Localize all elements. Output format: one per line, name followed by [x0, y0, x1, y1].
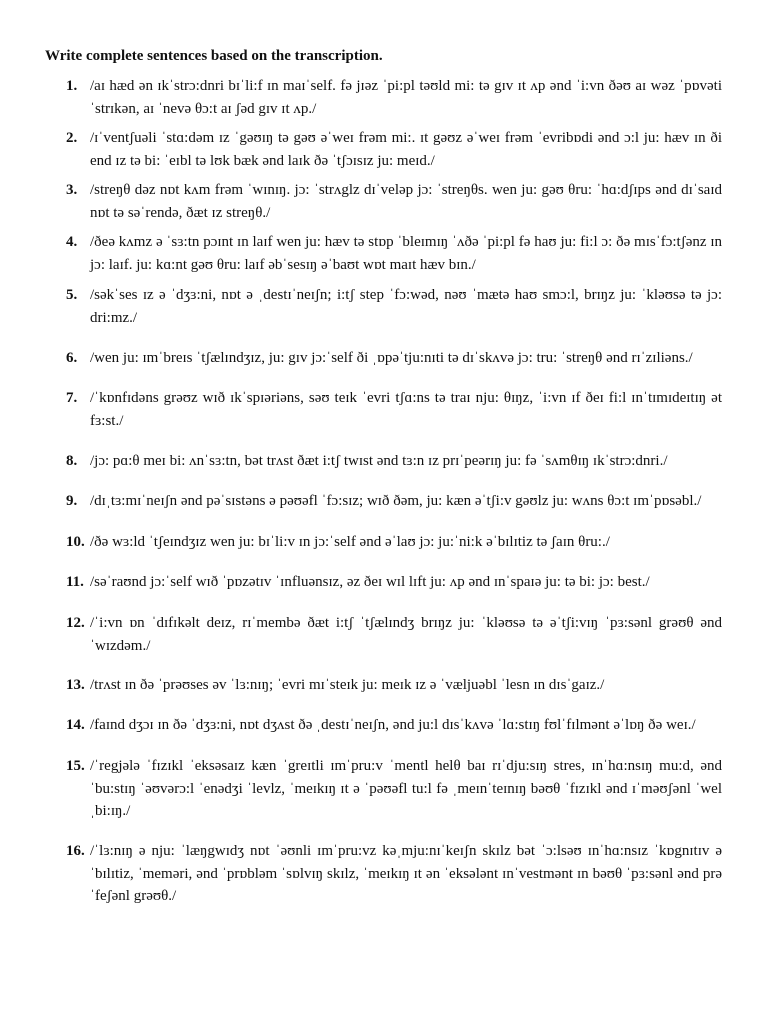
list-item [66, 347, 722, 370]
item-transcription: /səˈraʊnd jɔ:ˈself wɪð ˈpɒzətɪv ˈɪnfluənsɪz, əz ðeɪ wɪl lɪft ju: ʌp ənd ɪnˈspaɪə ju: tə bi: jɔ: best./ [90, 574, 650, 590]
item-number: 5. [66, 287, 78, 303]
list-item [66, 490, 722, 513]
item-number: 12. [66, 615, 85, 631]
item-transcription: /trʌst ɪn ðə ˈprəʊses əv ˈlɜ:nɪŋ; ˈevri mɪˈsteɪk ju: meɪk ɪz ə ˈvæljuəbl ˈlesn ɪn dɪsˈgaɪz./ [90, 677, 605, 693]
list-item [66, 231, 722, 276]
worksheet-title: Write complete sentences based on the transcription. [45, 48, 383, 64]
item-number: 13. [66, 677, 85, 693]
item-number: 6. [66, 350, 78, 366]
item-number: 7. [66, 390, 78, 406]
list-item [66, 284, 722, 329]
item-transcription: /aɪ hæd ən ɪkˈstrɔ:dnri bɪˈli:f ɪn maɪˈself. fə jɪəz ˈpi:pl təʊld mi: tə gɪv ɪt ʌp ənd ˈi:vn ðəʊ aɪ wəz ˈpɒvəti ˈstrɪkən, aɪ ˈnevə θɔ:t aɪ ʃəd gɪv ɪt ʌp./ [90, 78, 722, 117]
list-item [66, 714, 722, 737]
item-transcription: /ˈregjələ ˈfɪzɪkl ˈeksəsaɪz kæn ˈgreɪtli ɪmˈpru:v ˈmentl helθ baɪ rɪˈdju:sɪŋ stres, ɪnˈhɑ:nsɪŋ mu:d, ənd ˈbu:stɪŋ ˈəʊvərɔ:l ˈenədʒi ˈlevlz, ˈmeɪkɪŋ ɪt ə ˈpəʊəfl tu:l fə ˌmeɪnˈteɪnɪŋ bəʊθ ˈfɪzɪkl ənd ɪˈməʊʃənl ˈwel ˌbi:ɪŋ./ [90, 758, 722, 819]
item-number: 11. [66, 574, 84, 590]
item-number: 3. [66, 182, 78, 198]
item-number: 8. [66, 453, 78, 469]
list-item [66, 755, 722, 823]
list-item [66, 531, 722, 554]
item-number: 2. [66, 130, 78, 146]
item-transcription: /ˈi:vn ɒn ˈdɪfɪkəlt deɪz, rɪˈmembə ðæt i:tʃ ˈtʃælɪndʒ brɪŋz ju: ˈkləʊsə tə əˈtʃi:vɪŋ ˈpɜ:sənl grəʊθ ənd ˈwɪzdəm./ [90, 615, 722, 654]
item-transcription: /ðə wɜ:ld ˈtʃeɪndʒɪz wen ju: bɪˈli:v ɪn jɔ:ˈself ənd əˈlaʊ jɔ: ju:ˈni:k əˈbɪlɪtiz tə ʃaɪn θru:./ [90, 534, 610, 550]
item-transcription: /streŋθ dəz nɒt kʌm frəm ˈwɪnɪŋ. jɔ: ˈstrʌglz dɪˈveləp jɔ: ˈstreŋθs. wen ju: gəʊ θru: ˈhɑ:dʃɪps ənd dɪˈsaɪd nɒt tə səˈrendə, ðæt ɪz streŋθ./ [90, 182, 722, 221]
item-transcription: /ˈlɜ:nɪŋ ə nju: ˈlæŋgwɪdʒ nɒt ˈəʊnli ɪmˈpru:vz kəˌmju:nɪˈkeɪʃn skɪlz bət ˈɔ:lsəʊ ɪnˈhɑ:nsɪz ˈkɒgnɪtɪv əˈbɪlɪtiz, ˈmeməri, ənd ˈprɒbləm ˈsɒlvɪŋ skɪlz, ˈmeɪkɪŋ ɪt ən ˈeksələnt ɪnˈvestmənt ɪn bəʊθ ˈpɜ:sənl ənd prəˈfeʃənl grəʊθ./ [90, 843, 722, 904]
item-number: 14. [66, 717, 85, 733]
list-item [66, 127, 722, 172]
list-item [66, 571, 722, 594]
list-item [66, 75, 722, 120]
item-transcription: /jɔ: pɑ:θ meɪ bi: ʌnˈsɜ:tn, bət trʌst ðæt i:tʃ twɪst ənd tɜ:n ɪz prɪˈpeərɪŋ ju: fə ˈsʌmθɪŋ ɪkˈstrɔ:dnri./ [90, 453, 668, 469]
item-transcription: /ɪˈventʃuəli ˈstɑ:dəm ɪz ˈgəʊɪŋ tə gəʊ əˈweɪ frəm mi:. ɪt gəʊz əˈweɪ frəm ˈevribɒdi ənd ɔ:l ju: hæv ɪn ði end ɪz tə bi: ˈeɪbl tə lʊk bæk ənd laɪk ðə ˈtʃɔɪsɪz ju: meɪd./ [90, 130, 722, 169]
list-item [66, 387, 722, 432]
item-number: 4. [66, 234, 78, 250]
list-item [66, 450, 722, 473]
item-number: 1. [66, 78, 78, 94]
list-item [66, 179, 722, 224]
list-item [66, 840, 722, 908]
item-number: 10. [66, 534, 85, 550]
item-transcription: /faɪnd dʒɔɪ ɪn ðə ˈdʒɜ:ni, nɒt dʒʌst ðə ˌdestɪˈneɪʃn, ənd ju:l dɪsˈkʌvə ˈlɑ:stɪŋ fʊlˈfɪlmənt əˈlɒŋ ðə weɪ./ [90, 717, 696, 733]
item-number: 16. [66, 843, 85, 859]
item-transcription: /ðeə kʌmz ə ˈsɜ:tn pɔɪnt ɪn laɪf wen ju: hæv tə stɒp ˈbleɪmɪŋ ˈʌðə ˈpi:pl fə haʊ ju: fi:l ɔ: ðə mɪsˈfɔ:tʃənz ɪn jɔ: laɪf. ju: kɑ:nt gəʊ θru: laɪf əbˈsesɪŋ əˈbaʊt wɒt maɪt hæv bɪn./ [90, 234, 722, 273]
list-item [66, 674, 722, 697]
item-number: 9. [66, 493, 78, 509]
item-transcription: /wen ju: ɪmˈbreɪs ˈtʃælɪndʒɪz, ju: gɪv jɔ:ˈself ði ˌɒpəˈtju:nɪti tə dɪˈskʌvə jɔ: tru: ˈstreŋθ ənd rɪˈzɪliəns./ [90, 350, 693, 366]
item-transcription: /səkˈses ɪz ə ˈdʒɜ:ni, nɒt ə ˌdestɪˈneɪʃn; i:tʃ step ˈfɔ:wəd, nəʊ ˈmætə haʊ smɔ:l, brɪŋz ju: ˈkləʊsə tə jɔ: dri:mz./ [90, 287, 722, 326]
item-number: 15. [66, 758, 85, 774]
item-transcription: /ˈkɒnfɪdəns grəʊz wɪð ɪkˈspɪəriəns, səʊ teɪk ˈevri tʃɑ:ns tə traɪ nju: θɪŋz, ˈi:vn ɪf ðeɪ fi:l ɪnˈtɪmɪdeɪtɪŋ ət fɜ:st./ [90, 390, 722, 429]
list-item [66, 612, 722, 657]
item-transcription: /dɪˌtɜ:mɪˈneɪʃn ənd pəˈsɪstəns ə pəʊəfl ˈfɔ:sɪz; wɪð ðəm, ju: kæn əˈtʃi:v gəʊlz ju: wʌns θɔ:t ɪmˈpɒsəbl./ [90, 493, 702, 509]
